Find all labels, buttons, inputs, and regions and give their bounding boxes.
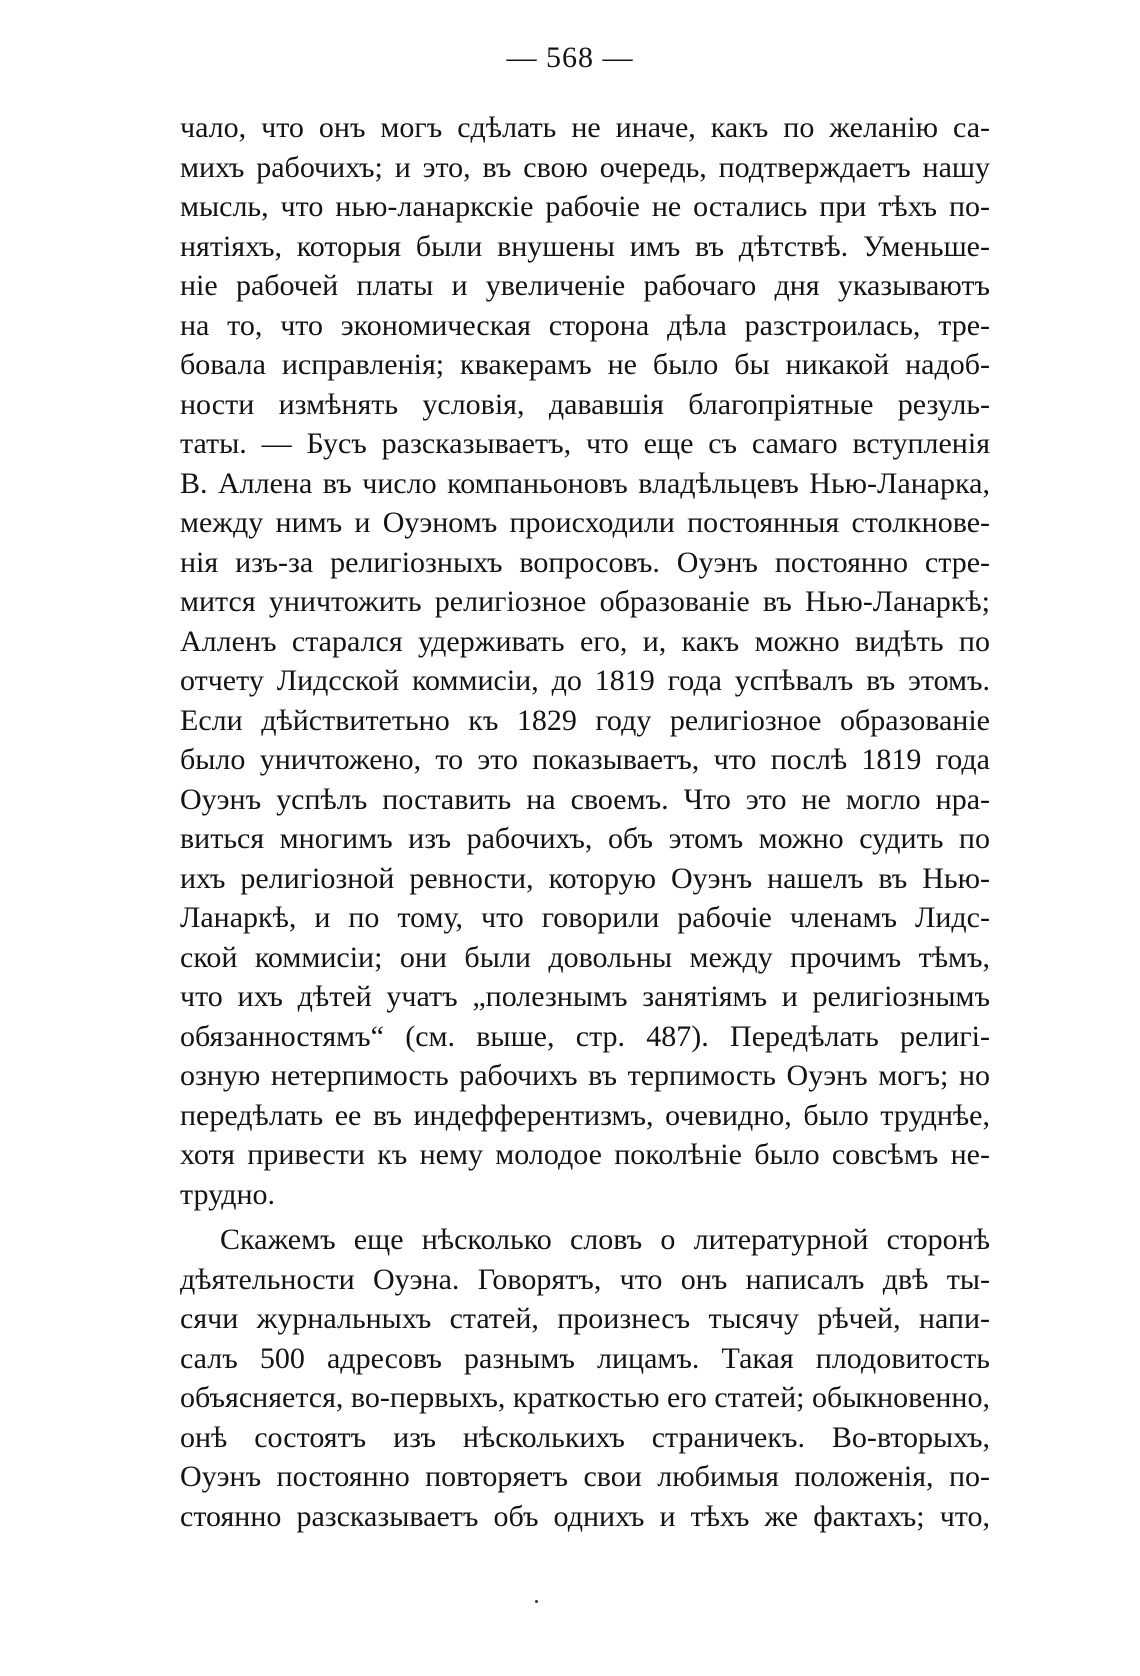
text-line: озную нетерпимость рабочихъ въ терпимость Оуэнъ могъ; но	[180, 1059, 990, 1092]
page-number: — 568 —	[506, 41, 634, 74]
text-line: виться многимъ изъ рабочихъ, объ этомъ можно судить по	[180, 822, 990, 855]
text-line: стоянно разсказываетъ объ однихъ и тѣхъ же фактахъ; что,	[180, 1499, 990, 1533]
text-line: Оуэнъ постоянно повторяетъ свои любимыя положенія, по-	[180, 1460, 990, 1493]
body-text	[180, 108, 990, 1536]
text-line: таты. — Бусъ разсказываетъ, что еще съ самаго вступленія	[180, 427, 990, 460]
text-line: на то, что экономическая сторона дѣла разстроилась, тре-	[180, 308, 990, 342]
print-speck	[535, 1600, 538, 1603]
text-line: онѣ состоятъ изъ нѣсколькихъ страничекъ. Во-вторыхъ,	[180, 1420, 990, 1454]
text-line: ности измѣнять условія, дававшія благопріятные резуль-	[180, 387, 990, 421]
text-line: ихъ религіозной ревности, которую Оуэнъ нашелъ въ Нью-	[180, 861, 990, 895]
paragraph-1	[180, 108, 990, 1214]
text-line: сячи журнальныхъ статей, произнесъ тысячу рѣчей, напи-	[180, 1302, 990, 1335]
text-line: обязанностямъ“ (см. выше, стр. 487). Передѣлать религі-	[180, 1019, 990, 1053]
text-line: передѣлать ее въ индефферентизмъ, очевидно, было труднѣе,	[180, 1098, 990, 1132]
text-line: бовала исправленія; квакерамъ не было бы никакой надоб-	[180, 348, 990, 381]
text-line: Алленъ старался удерживать его, и, какъ можно видѣть по	[180, 624, 990, 658]
text-line: михъ рабочихъ; и это, въ свою очередь, подтверждаетъ нашу	[180, 150, 990, 184]
text-line: салъ 500 адресовъ разнымъ лицамъ. Такая плодовитость	[180, 1341, 990, 1375]
text-line: отчету Лидсской коммисіи, до 1819 года успѣвалъ въ этомъ.	[180, 664, 990, 697]
text-line: нія изъ-за религіозныхъ вопросовъ. Оуэнъ постоянно стре-	[180, 545, 990, 579]
text-line: мится уничтожить религіозное образованіе въ Нью-Ланаркѣ;	[180, 585, 990, 618]
text-line: Ланаркѣ, и по тому, что говорили рабочіе членамъ Лидс-	[180, 901, 990, 934]
text-line: было уничтожено, то это показываетъ, что послѣ 1819 года	[180, 743, 990, 776]
paragraph-2	[180, 1220, 990, 1536]
text-line: Скажемъ еще нѣсколько словъ о литературной сторонѣ	[220, 1223, 990, 1256]
text-line: В. Аллена въ число компаньоновъ владѣльцевъ Нью-Ланарка,	[180, 466, 990, 500]
text-line: трудно.	[180, 1177, 276, 1211]
text-line: Оуэнъ успѣлъ поставить на своемъ. Что это не могло нра-	[180, 782, 990, 816]
text-line: что ихъ дѣтей учатъ „полезнымъ занятіямъ и религіознымъ	[180, 980, 990, 1013]
text-line: объясняется, во-первыхъ, краткостью его статей; обыкновенно,	[180, 1381, 990, 1414]
text-line: Если дѣйствитетьно къ 1829 году религіозное образованіе	[180, 703, 990, 737]
text-line: мысль, что нью-ланаркскіе рабочіе не остались при тѣхъ по-	[180, 190, 990, 223]
text-line: между нимъ и Оуэномъ происходили постоянныя столкнове-	[180, 506, 990, 539]
text-line: ской коммисіи; они были довольны между прочимъ тѣмъ,	[180, 940, 990, 974]
text-line: чало, что онъ могъ сдѣлать не иначе, какъ по желанію са-	[180, 111, 990, 144]
text-line: нятіяхъ, которыя были внушены имъ въ дѣтствѣ. Уменьше-	[180, 229, 990, 263]
text-line: ніе рабочей платы и увеличеніе рабочаго дня указываютъ	[180, 269, 990, 302]
text-line: хотя привести къ нему молодое поколѣніе было совсѣмъ не-	[180, 1138, 990, 1171]
text-line: дѣятельности Оуэна. Говорятъ, что онъ написалъ двѣ ты-	[180, 1262, 990, 1296]
